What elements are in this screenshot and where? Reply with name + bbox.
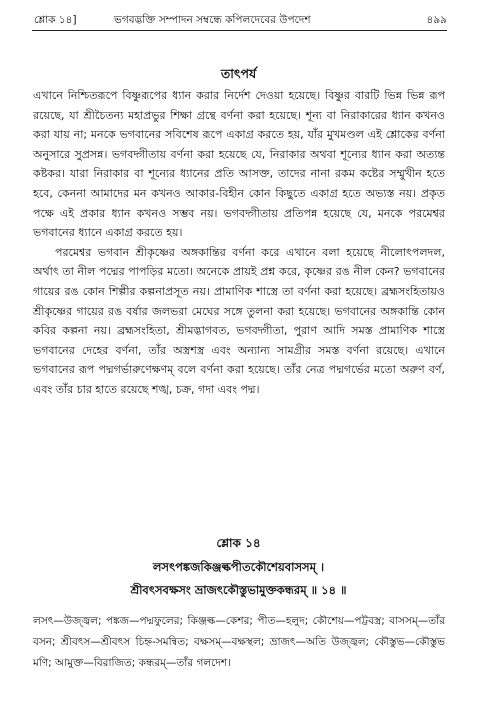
purport-body — [33, 86, 445, 400]
word-meanings: লসৎ—উজ্জ্বল; পঙ্কজ—পদ্মফুলের; কিঞ্জল্ক—কেশর; পীত—হলুদ; কৌশেয়—পট্টবস্ত্র; বাসসম্—তাঁর বসন; শ্রীবৎস—শ্রীবৎস চিহ্ন-সমন্বিত; বক্ষসম্—বক্ষস্থল; ভ্রাজৎ—অতি উজ্জ্বল; কৌস্তুভ—কৌস্তুভ মণি; আমুক্ত—বিরাজিত; কন্ধরম্—তাঁর গলদেশ। — [33, 615, 445, 669]
header-chapter-title: ভগবদ্ভক্তি সম্পাদন সম্বন্ধে কপিলদেবের উপদেশ — [114, 14, 311, 26]
purport-paragraph-1: এখানে নিশ্চিতরূপে বিষ্ণুরূপের ধ্যান করার নির্দেশ দেওয়া হয়েছে। বিষ্ণুর বারটি ভিন্ন ভিন্ন রূপ রয়েছে, যা শ্রীচৈতন্য মহাপ্রভুর শিক্ষা গ্রন্থে বর্ণনা করা হয়েছে। শূন্য বা নিরাকারের ধ্যান কখনও করা যায় না; মনকে ভগবানের সবিশেষ রূপে একাগ্র করতে হয়, যাঁর মুখমণ্ডল এই শ্লোকের বর্ণনা অনুসারে সুপ্রসন্ন। ভগবদ্গীতায় বর্ণনা করা হয়েছে যে, নিরাকার অথবা শূন্যের ধ্যান করা অত্যন্ত কষ্টকর। যারা নিরাকার বা শূন্যের ধ্যানের প্রতি আসক্ত, তাদের নানা রকম কষ্টের সম্মুখীন হতে হবে, কেননা আমাদের মন কখনও আকার-বিহীন কোন কিছুতে একাগ্র হতে অভ্যস্ত নয়। প্রকৃত পক্ষে এই প্রকার ধ্যান কখনও সম্ভব নয়। ভগবদ্গীতায় প্রতিপন্ন হয়েছে যে, মনকে পরমেশ্বর ভগবানের ধ্যানে একাগ্র করতে হয়। — [33, 89, 445, 240]
verse-title: শ্লোক ১৪ — [216, 536, 261, 550]
page-number: ৪৯৯ — [426, 14, 447, 26]
purport-heading: তাৎপর্য — [220, 66, 257, 81]
header-divider — [32, 30, 447, 31]
purport-paragraph-2: পরমেশ্বর ভগবান শ্রীকৃষ্ণের অঙ্গকান্তির বর্ণনা করে এখানে বলা হয়েছে নীলোৎপলদল, অর্থাৎ তা নীল পদ্মের পাপড়ির মতো। অনেকে প্রায়ই প্রশ্ন করে, কৃষ্ণের রঙ নীল কেন? ভগবানের গায়ের রঙ কোন শিল্পীর কল্পনাপ্রসূত নয়। প্রামাণিক শাস্ত্রে তা বর্ণনা করা হয়েছে। ব্রহ্মসংহিতায়ও শ্রীকৃষ্ণের গায়ের রঙ বর্ষার জলভরা মেঘের সঙ্গে তুলনা করা হয়েছে। ভগবানের অঙ্গকান্তি কোন কবির কল্পনা নয়। ব্রহ্মসংহিতা, শ্রীমদ্ভাগবত, ভগবদ্গীতা, পুরাণ আদি সমস্ত প্রামাণিক শাস্ত্রে ভগবানের দেহের বর্ণনা, তাঁর অস্ত্রশস্ত্র এবং অন্যান্য সামগ্রীর সমস্ত বর্ণনা রয়েছে। এখানে ভগবানের রূপ পদ্মগর্ভারুণেক্ষণম্ বলে বর্ণনা করা হয়েছে। তাঁর নেত্র পদ্মগর্ভের মতো অরুণ বর্ণ, এবং তাঁর চার হাতে রয়েছে শঙ্খ, চক্র, গদা এবং পদ্ম। — [33, 245, 445, 396]
verse-line-2: শ্রীবৎসবক্ষসং ভ্রাজৎকৌস্তুভামুক্তকন্ধরম্ ॥ ১৪ ॥ — [130, 583, 347, 597]
running-header — [34, 12, 447, 28]
header-verse-ref: শ্লোক ১৪] — [34, 14, 77, 26]
sanskrit-verse — [0, 556, 477, 602]
verse-line-1: লসৎপঙ্কজকিঞ্জল্কপীতকৌশেয়বাসসম্ । — [152, 560, 325, 574]
